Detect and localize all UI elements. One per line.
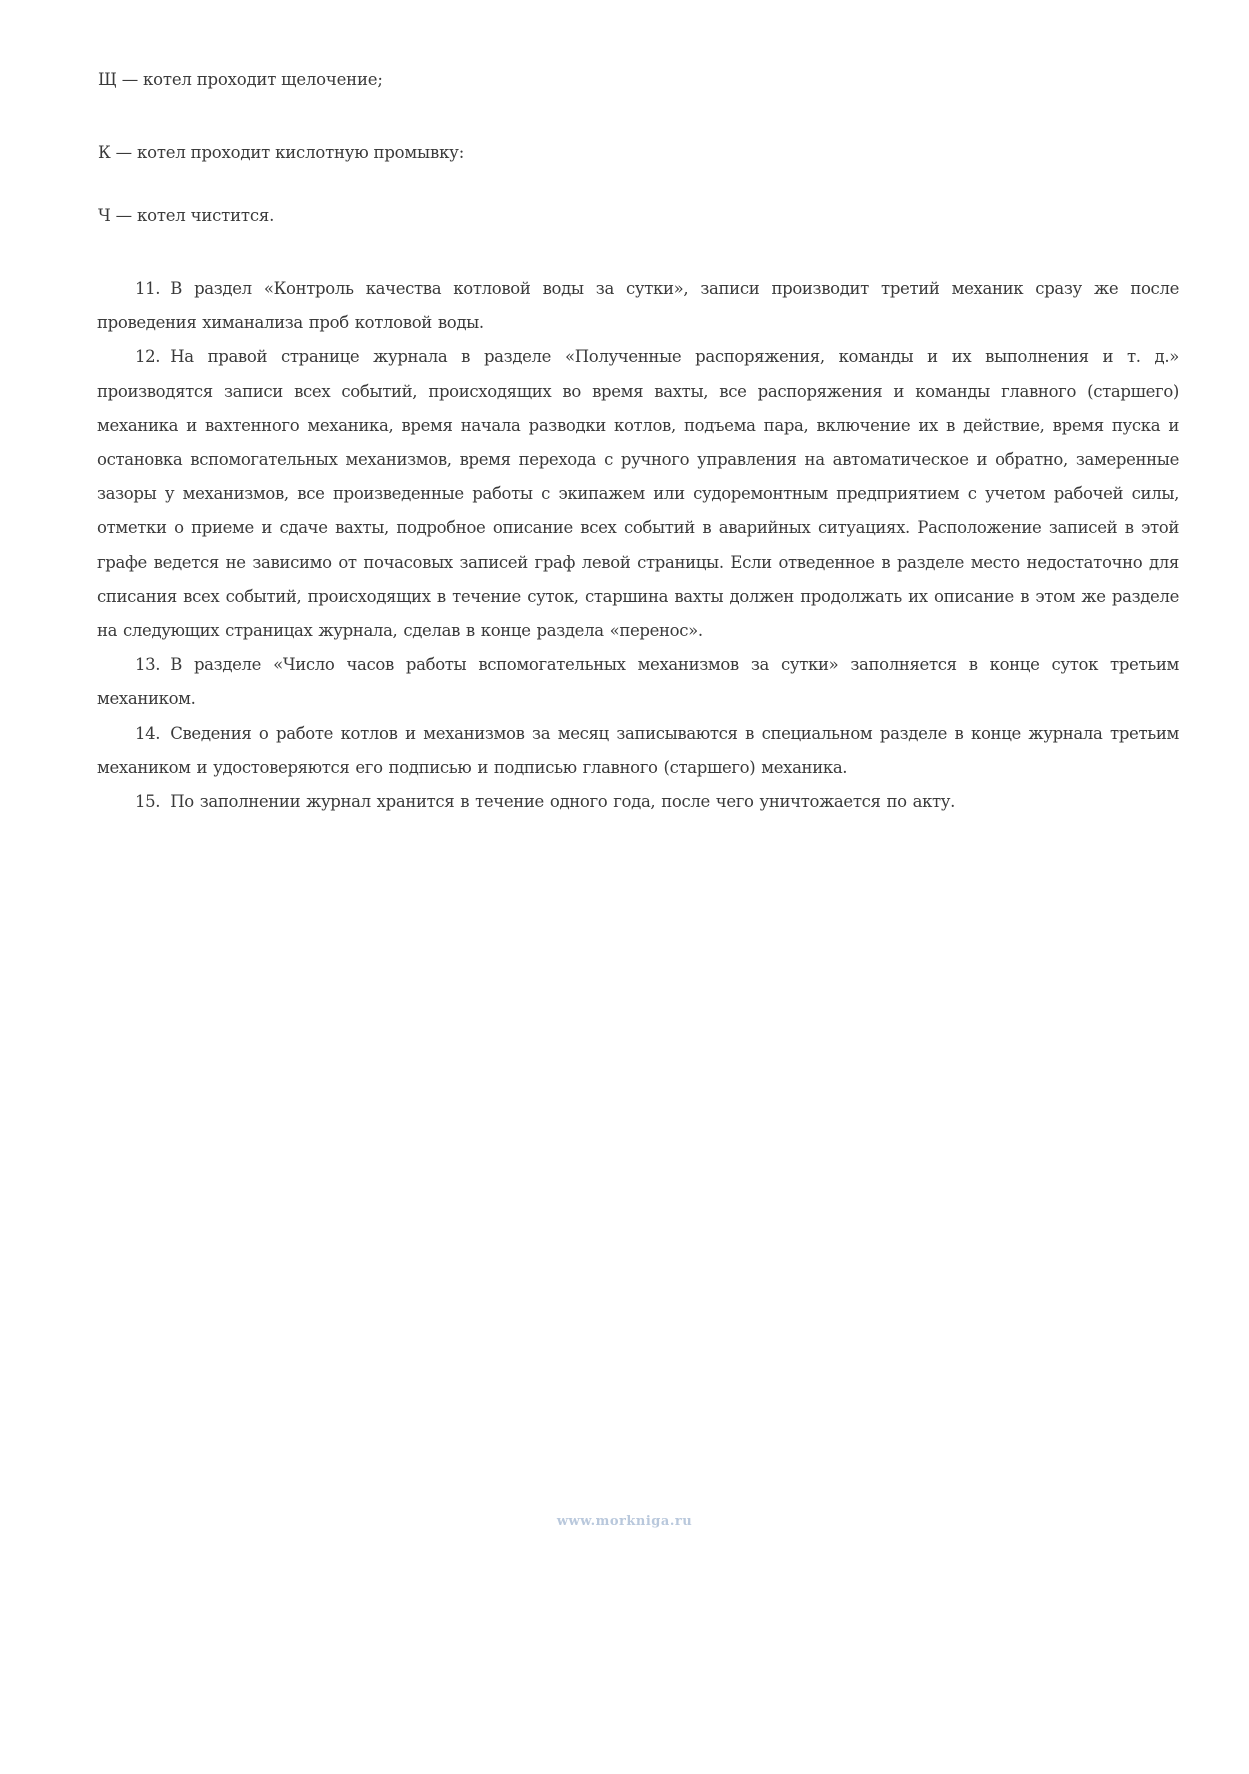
instruction-item <box>97 272 1179 340</box>
legend-line-acid-wash <box>98 143 464 162</box>
legend-dash: — <box>115 143 132 162</box>
legend-text: котел чистится. <box>136 206 275 225</box>
legend-code: Щ <box>98 70 117 89</box>
item-number: 14. <box>135 723 161 743</box>
instruction-item <box>97 340 1179 648</box>
legend-code: Ч <box>98 206 111 225</box>
watermark: www.morkniga.ru <box>556 1514 693 1529</box>
legend-line-alkaline <box>98 70 383 89</box>
item-number: 11. <box>135 279 161 298</box>
item-text: Сведения о работе котлов и механизмов за месяц записываются в специальном разделе в конце журнала третьим механиком и удостоверяются его подписью и подписью главного (старшего) механика. <box>97 723 1179 777</box>
item-number: 12. <box>135 347 161 367</box>
item-number: 15. <box>135 792 161 812</box>
legend-line-cleaning <box>98 206 274 225</box>
instruction-item <box>97 785 1179 819</box>
item-text: В разделе «Число часов работы вспомогательных механизмов за сутки» заполняется в конце суток третьим механиком. <box>97 655 1179 709</box>
item-text: По заполнении журнал хранится в течение одного года, после чего уничтожается по акту. <box>170 792 956 812</box>
item-number: 13. <box>135 655 161 675</box>
numbered-instructions <box>97 272 1179 819</box>
legend-text: котел проходит щелочение; <box>143 70 383 89</box>
legend-dash: — <box>121 70 138 89</box>
item-text: В раздел «Контроль качества котловой воды за сутки», записи производит третий механик сразу же после проведения химанализа проб котловой воды. <box>97 279 1179 333</box>
legend-code: К <box>98 143 111 162</box>
item-text: На правой странице журнала в разделе «Полученные распоряжения, команды и их выполнения и т. д.» производятся записи всех событий, происходящих во время вахты, все распоряжения и команды главного (старшего) механика и вахтенного механика, время начала разводки котлов, подъема пара, включение их в действие, время пуска и остановка вспомогательных механизмов, время перехода с ручного управления на автоматическое и обратно, замеренные зазоры у механизмов, все произведенные работы с экипажем или судоремонтным предприятием с учетом рабочей силы, отметки о приеме и сдаче вахты, подробное описание всех событий в аварийных ситуациях. Расположение записей в этой графе ведется не зависимо от почасовых записей граф левой страницы. Если отведенное в разделе место недостаточно для списания всех событий, происходящих в течение суток, старшина вахты должен продолжать их описание в этом же разделе на следующих страницах журнала, сделав в конце раздела «перенос». <box>97 347 1179 641</box>
legend-text: котел проходит кислотную промывку: <box>136 143 465 162</box>
legend-dash: — <box>115 206 132 225</box>
instruction-item <box>97 648 1179 716</box>
instruction-item <box>97 717 1179 785</box>
